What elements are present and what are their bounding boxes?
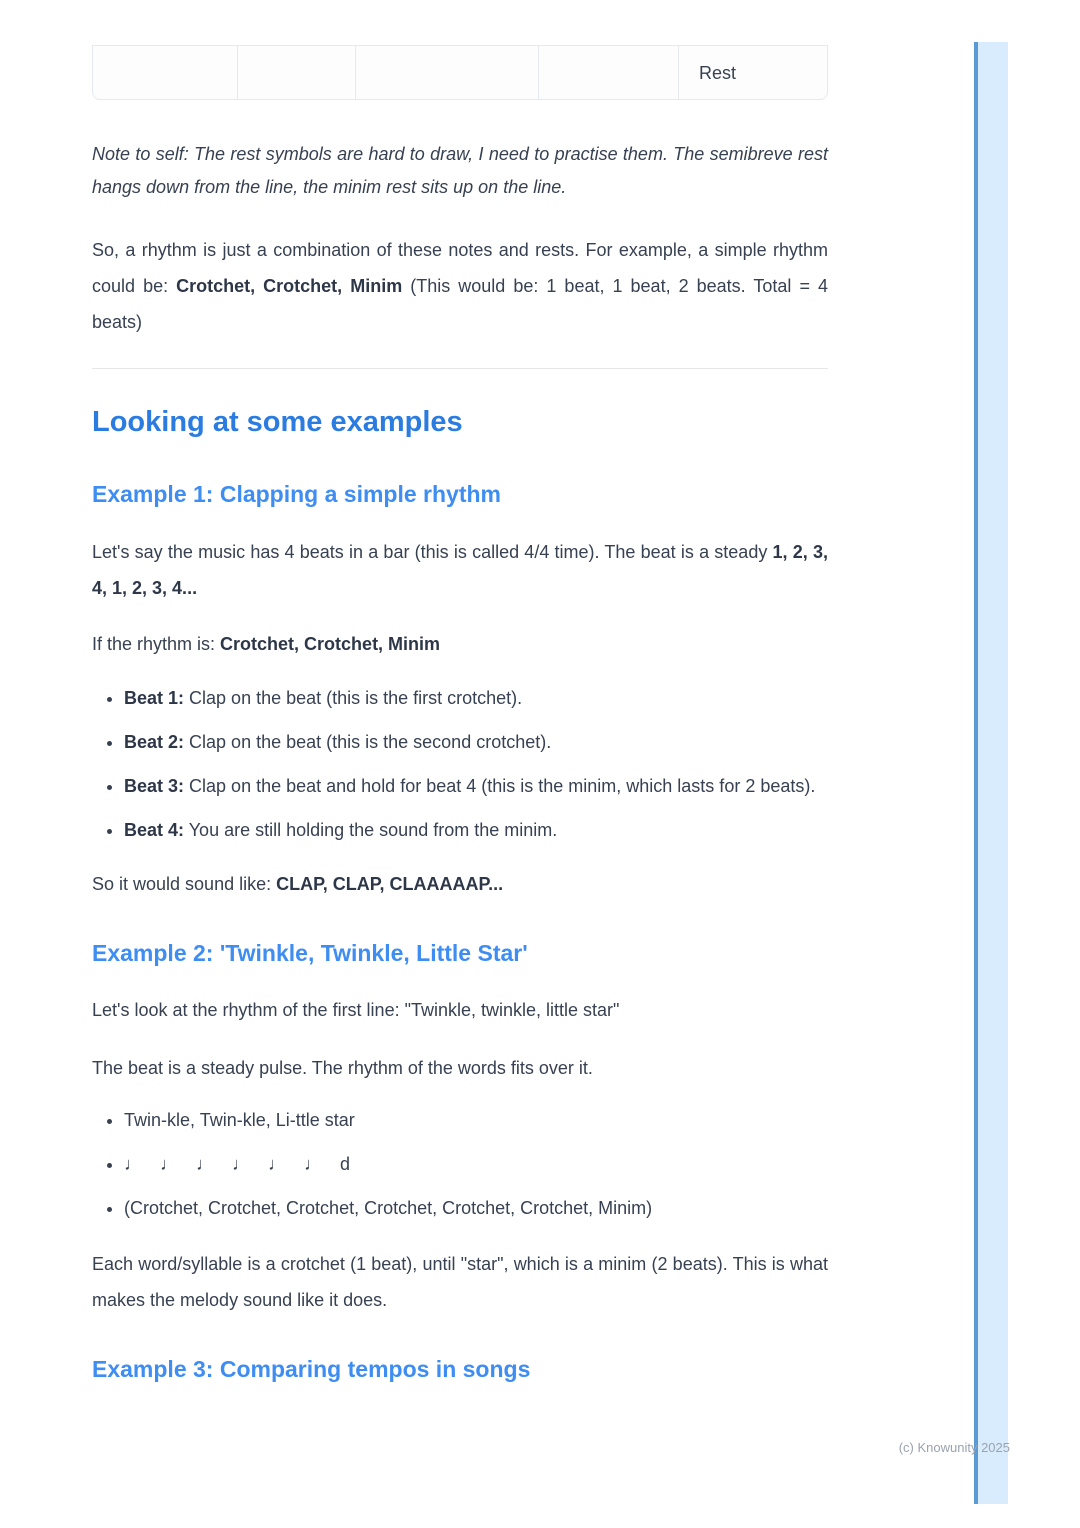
rhythm-summary-paragraph: [92, 232, 828, 340]
list-item-beat-2: [124, 724, 828, 760]
note-to-self-paragraph: [92, 138, 828, 204]
list-item-note-symbols: • ♩ ♩ ♩ ♩ ♩ ♩ d: [124, 1146, 828, 1182]
example2-conclusion-paragraph: Each word/syllable is a crotchet (1 beat), until "star", which is a minim (2 beats). This is what makes the melody sound like it does.: [92, 1254, 828, 1310]
notes-table-fragment: [92, 45, 828, 100]
example1-rhythm-paragraph: [92, 626, 828, 662]
rhythm-summary-bold: Crotchet, Crotchet, Minim: [176, 276, 403, 296]
example1-result-pre: So it would sound like:: [92, 874, 277, 894]
list-item-syllables: • Twin-kle, Twin-kle, Li-ttle star: [124, 1102, 828, 1138]
page-edge-bar: [974, 42, 1008, 1504]
list-item-beat-1: [124, 680, 828, 716]
table-cell-rest: Rest: [699, 62, 737, 83]
example3-title: Example 3: Comparing tempos in songs: [92, 1356, 531, 1382]
example2-line2-paragraph: The beat is a steady pulse. The rhythm of the words fits over it.: [92, 1058, 593, 1078]
example1-title: Example 1: Clapping a simple rhythm: [92, 481, 501, 507]
copyright-footer: (c) Knowunity 2025: [898, 1440, 1010, 1455]
rhythm-summary-post: (This would be: 1 beat, 1 beat, 2 beats. Total = 4 beats): [92, 276, 828, 332]
beat1-label: Beat 1:: [124, 688, 185, 708]
beat2-label: Beat 2:: [124, 732, 185, 752]
beat2-text: Clap on the beat (this is the second crotchet).: [184, 732, 552, 752]
beat1-text: Clap on the beat (this is the first crotchet).: [184, 688, 523, 708]
table-cell-empty-2: [238, 46, 356, 99]
document-content: [92, 45, 828, 1384]
table-cell-empty-4: [539, 46, 679, 99]
list-item-beat-3: [124, 768, 828, 804]
example1-intro-pre: Let's say the music has 4 beats in a bar (this is called 4/4 time). The beat is a steady: [92, 542, 773, 562]
note-text: Note to self: The rest symbols are hard to draw, I need to practise them. The semibreve rest hangs down from the line, the minim rest sits up on the line.: [92, 144, 828, 197]
example1-result-bold: CLAP, CLAP, CLAAAAAP...: [276, 874, 504, 894]
list-item-beat-4: [124, 812, 828, 848]
example1-rhythm-bold: Crotchet, Crotchet, Minim: [220, 634, 441, 654]
beat4-label: Beat 4:: [124, 820, 185, 840]
list-item-note-names: • (Crotchet, Crotchet, Crotchet, Crotchet, Crotchet, Crotchet, Minim): [124, 1190, 828, 1226]
beat4-text: You are still holding the sound from the minim.: [184, 820, 558, 840]
example1-result-paragraph: [92, 866, 828, 902]
beats-list: [92, 680, 828, 848]
example2-line1-paragraph: Let's look at the rhythm of the first line: "Twinkle, twinkle, little star": [92, 1000, 620, 1020]
table-cell-empty-3: [356, 46, 539, 99]
example1-intro-paragraph: [92, 534, 828, 606]
example1-intro-bold: 1, 2, 3, 4, 1, 2, 3, 4...: [92, 542, 828, 598]
section-divider: [92, 368, 828, 369]
twinkle-rhythm-list: [92, 1102, 828, 1226]
table-cell-empty-1: [93, 46, 238, 99]
example2-title: Example 2: 'Twinkle, Twinkle, Little Star': [92, 940, 528, 966]
beat3-label: Beat 3:: [124, 776, 185, 796]
example1-rhythm-pre: If the rhythm is:: [92, 634, 221, 654]
beat3-text: Clap on the beat and hold for beat 4 (this is the minim, which lasts for 2 beats).: [184, 776, 816, 796]
rhythm-summary-pre: So, a rhythm is just a combination of these notes and rests. For example, a simple rhythm could be:: [92, 240, 828, 296]
section-title: Looking at some examples: [92, 406, 463, 438]
